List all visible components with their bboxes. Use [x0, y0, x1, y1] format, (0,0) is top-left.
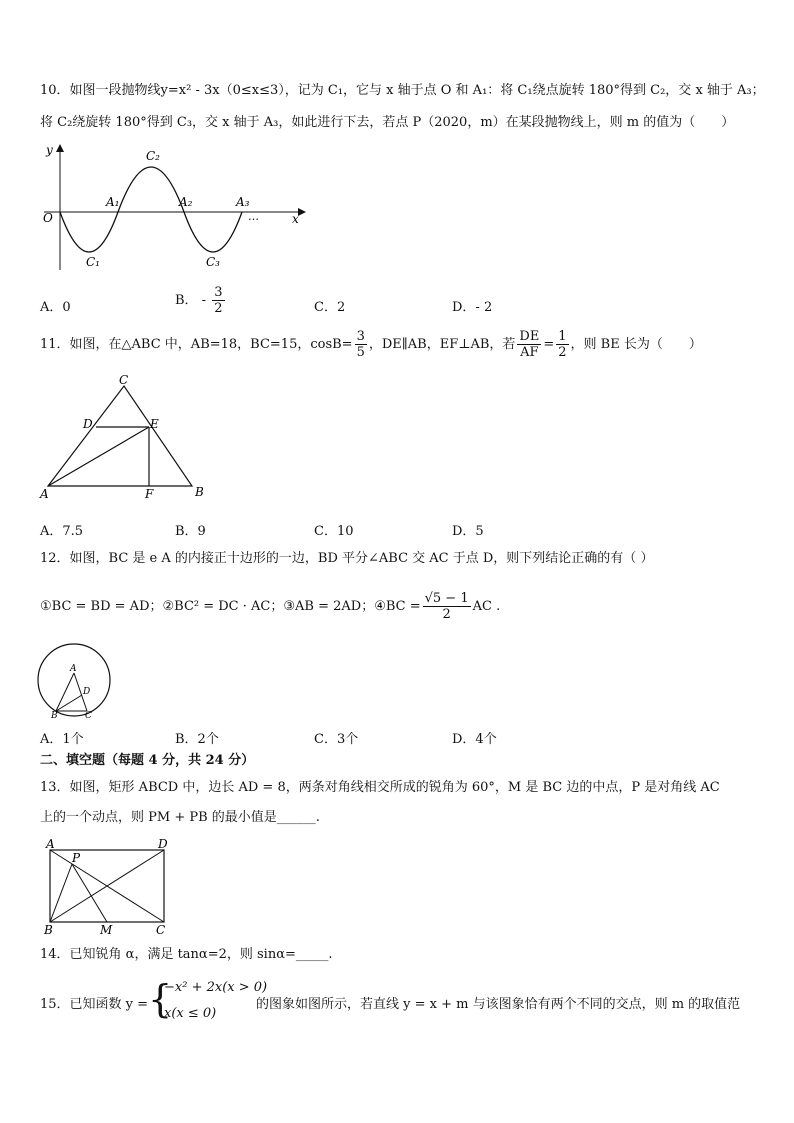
label-c2: C₂	[146, 149, 160, 163]
label-c: C	[85, 711, 92, 721]
q10-option-b-prefix: B． -	[175, 293, 207, 308]
segment-pm	[72, 864, 107, 922]
label-x: x	[292, 212, 299, 226]
q11-stem	[40, 328, 702, 362]
q10-stem-line1: 10．如图一段抛物线y=x² - 3x（0≤x≤3），记为 C₁，它与 x 轴于点 O 和 A₁：将 C₁绕点旋转 180°得到 C₂，交 x 轴于 A₃；	[40, 83, 765, 98]
q10-option-b-fraction	[212, 285, 224, 316]
label-a: A	[40, 487, 49, 501]
equals-sign: =	[543, 337, 555, 352]
q15-stem-pre: 15．已知函数 y =	[40, 997, 149, 1012]
q10-option-c[interactable]: C．2	[314, 300, 346, 315]
label-f: F	[145, 487, 154, 501]
q10-option-b[interactable]	[175, 285, 227, 316]
triangle-abc	[48, 386, 192, 486]
piecewise-case-1: −x² + 2x(x > 0)	[164, 980, 268, 995]
de-af-fraction	[517, 329, 541, 360]
label-b: B	[51, 711, 58, 721]
q11-option-b[interactable]: B．9	[175, 524, 206, 539]
label-c: C	[156, 923, 166, 936]
fraction-numerator: DE	[519, 329, 540, 344]
q12-option-d[interactable]: D．4个	[452, 732, 497, 747]
q11-stem-post: ，则 BE 长为（ ）	[570, 337, 702, 352]
label-c3: C₃	[206, 255, 220, 269]
piecewise-brace: {	[148, 977, 173, 1021]
q12-option-c[interactable]: C．3个	[314, 732, 359, 747]
q15-stem-post: 的图象如图所示，若直线 y = x + m 与该图象恰有两个不同的交点，则 m 的取值范	[256, 997, 741, 1012]
fraction-numerator: 3	[356, 329, 365, 344]
circle-a	[38, 644, 110, 716]
fraction-numerator: 1	[558, 329, 567, 344]
fraction-denominator: 5	[356, 345, 365, 360]
q11-figure-triangle	[38, 374, 213, 502]
q11-option-d[interactable]: D．5	[452, 524, 484, 539]
label-b: B	[195, 485, 204, 499]
q11-stem-mid: ，DE∥AB，EF⊥AB，若	[368, 337, 516, 352]
label-a: A	[46, 838, 55, 851]
q12-figure-circle	[36, 640, 112, 722]
cosb-fraction	[355, 329, 367, 360]
q14-stem: 14．已知锐角 α，满足 tanα=2，则 sinα=_____.	[40, 947, 333, 962]
label-c1: C₁	[86, 255, 100, 269]
label-m: M	[100, 923, 113, 936]
curve-c1	[60, 212, 118, 252]
x-axis-arrow	[298, 208, 306, 216]
section-fill-in-blank-heading: 二、填空题（每题 4 分，共 24 分）	[40, 753, 255, 768]
segment-ae	[48, 427, 149, 486]
label-origin: O	[43, 211, 53, 225]
q13-figure-rectangle	[38, 838, 178, 936]
fraction-numerator: 3	[214, 285, 223, 300]
q11-option-a[interactable]: A．7.5	[40, 524, 84, 539]
q10-option-a[interactable]: A．0	[40, 300, 71, 315]
q11-option-c[interactable]: C．10	[314, 524, 354, 539]
q11-stem-pre: 11．如图，在△ABC 中，AB=18，BC=15，cosB=	[40, 337, 353, 352]
q12-stem-line2	[40, 590, 500, 624]
q10-stem-line2: 将 C₂绕旋转 180°得到 C₃，交 x 轴于 A₃，如此进行下去，若点 P（2020，m）在某段抛物线上，则 m 的值为（ ）	[40, 115, 735, 130]
y-axis-arrow	[56, 144, 64, 152]
q12-stem-line1: 12．如图，BC 是 e A 的内接正十边形的一边，BD 平分∠ABC 交 AC 于点 D，则下列结论正确的有（ ）	[40, 551, 654, 566]
label-a2: A₂	[179, 195, 193, 209]
q13-stem-line2: 上的一个动点，则 PM + PB 的最小值是______.	[40, 810, 320, 825]
q10-option-d[interactable]: D．- 2	[452, 300, 493, 315]
q10-figure-parabolas	[36, 142, 306, 272]
curve-c2	[118, 167, 184, 212]
label-b: B	[44, 923, 53, 936]
label-d: D	[158, 838, 168, 851]
label-d: D	[83, 417, 93, 431]
segment-pb	[50, 864, 72, 922]
fraction-denominator: AF	[520, 345, 539, 360]
golden-ratio-fraction	[423, 591, 471, 622]
q12-statements-tail: AC .	[472, 599, 501, 614]
q12-option-b[interactable]: B．2个	[175, 732, 219, 747]
label-d: D	[83, 687, 91, 697]
fraction-denominator: 2	[558, 345, 567, 360]
label-y: y	[46, 143, 53, 157]
curve-c3	[184, 212, 242, 252]
q12-statements: ①BC = BD = AD；②BC² = DC · AC；③AB = 2AD；④BC =	[40, 599, 421, 614]
label-dots: …	[248, 210, 259, 223]
q12-option-a[interactable]: A．1个	[40, 732, 84, 747]
label-e: E	[150, 417, 159, 431]
label-p: P	[72, 851, 81, 865]
q13-stem-line1: 13．如图，矩形 ABCD 中，边长 AD = 8，两条对角线相交所成的锐角为 60°，M 是 BC 边的中点，P 是对角线 AC	[40, 780, 720, 795]
label-a: A	[70, 664, 77, 674]
label-c: C	[119, 374, 129, 387]
label-a1: A₁	[106, 195, 120, 209]
fraction-denominator: 2	[442, 607, 451, 622]
half-fraction	[556, 329, 568, 360]
fraction-numerator: √5 − 1	[424, 591, 469, 606]
fraction-denominator: 2	[214, 301, 223, 316]
label-a3: A₃	[236, 195, 250, 209]
piecewise-case-2: x(x ≤ 0)	[164, 1006, 217, 1021]
